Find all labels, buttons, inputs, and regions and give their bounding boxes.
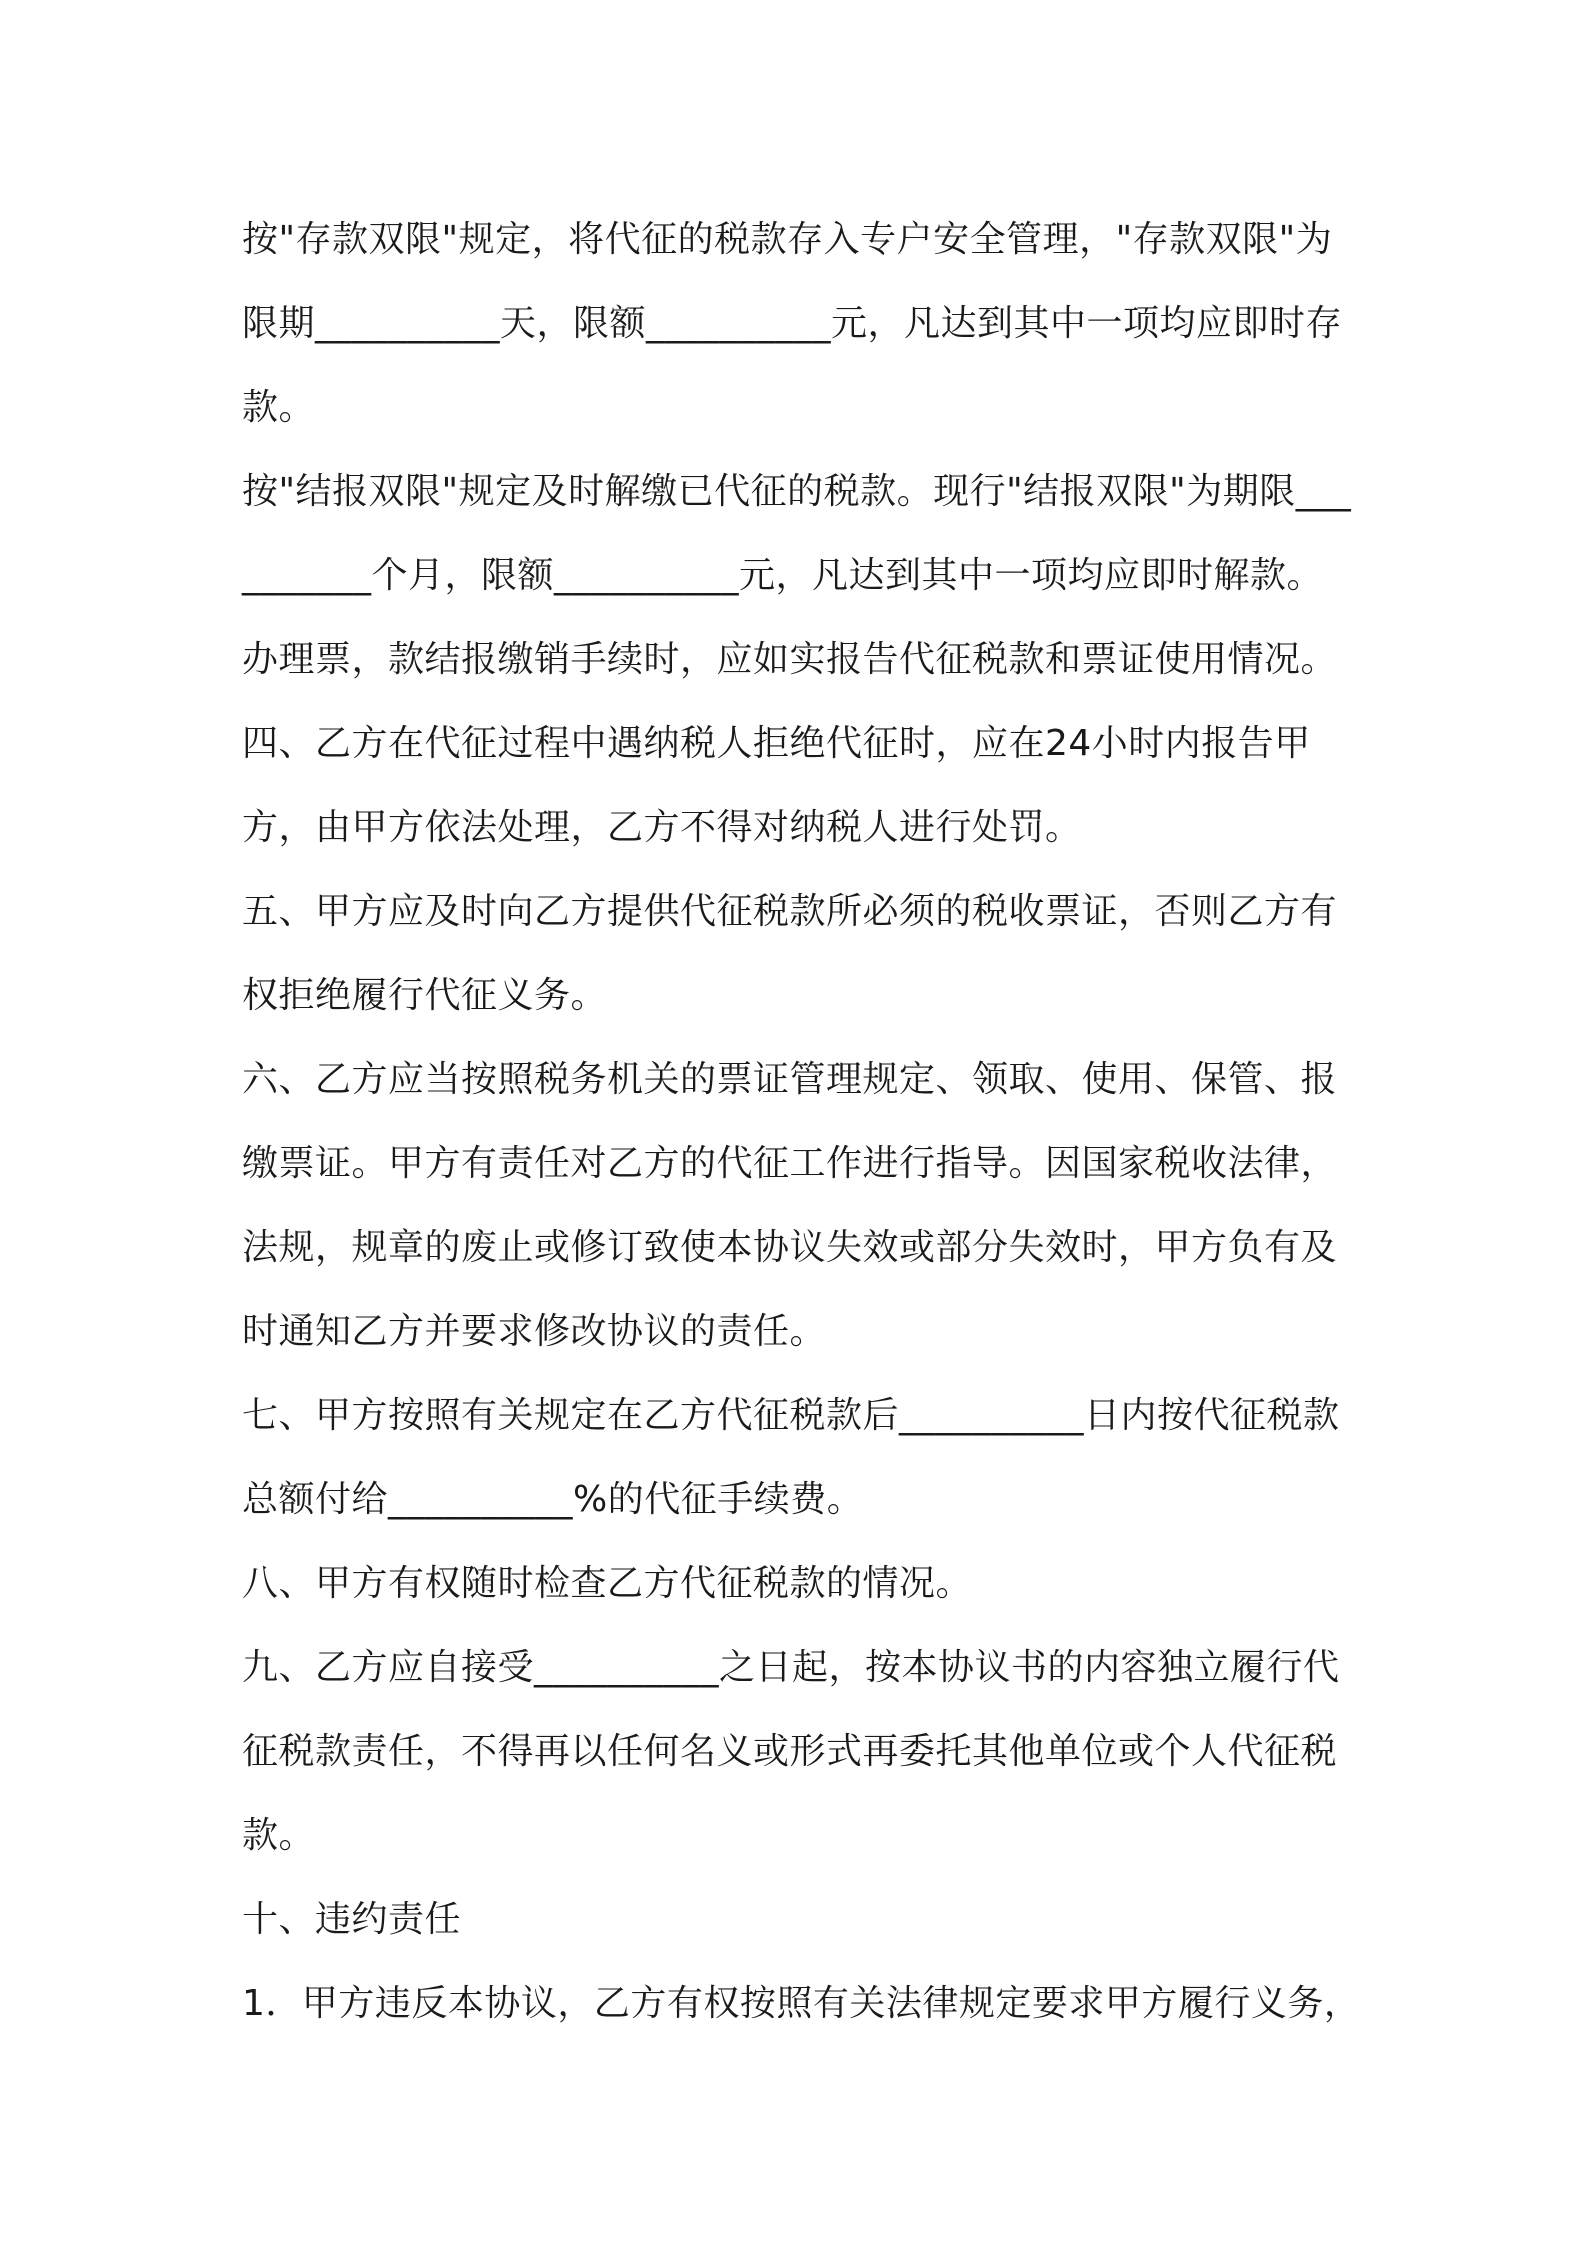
clause-6: 六、乙方应当按照税务机关的票证管理规定、领取、使用、保管、报缴票证。甲方有责任对乙方的代征工作进行指导。因国家税收法律，法规，规章的废止或修订致使本协议失效或部分失效时，甲方负有及时通知乙方并要求修改协议的责任。 <box>242 1059 1338 1352</box>
paragraph-settlement-limits: 按"结报双限"规定及时解缴已代征的税款。现行"结报双限"为期限__________个月，限额__________元，凡达到其中一项均应即时解款。 <box>242 471 1352 596</box>
document-body <box>242 198 1362 2046</box>
paragraph-settlement-procedure: 办理票，款结报缴销手续时，应如实报告代征税款和票证使用情况。 <box>242 639 1338 680</box>
clause-4: 四、乙方在代征过程中遇纳税人拒绝代征时，应在24小时内报告甲方，由甲方依法处理，乙方不得对纳税人进行处罚。 <box>242 723 1311 848</box>
clause-8: 八、甲方有权随时检查乙方代征税款的情况。 <box>242 1563 973 1604</box>
clause-10-item-1: 1．甲方违反本协议，乙方有权按照有关法律规定要求甲方履行义务， <box>242 1983 1361 2024</box>
paragraph-deposit-limits: 按"存款双限"规定，将代征的税款存入专户安全管理，"存款双限"为限期__________天，限额__________元，凡达到其中一项均应即时存款。 <box>242 219 1343 428</box>
clause-10-heading: 十、违约责任 <box>242 1899 462 1940</box>
clause-9: 九、乙方应自接受__________之日起，按本协议书的内容独立履行代征税款责任，不得再以任何名义或形式再委托其他单位或个人代征税款。 <box>242 1647 1340 1856</box>
clause-5: 五、甲方应及时向乙方提供代征税款所必须的税收票证，否则乙方有权拒绝履行代征义务。 <box>242 891 1338 1016</box>
clause-7: 七、甲方按照有关规定在乙方代征税款后__________日内按代征税款总额付给__________%的代征手续费。 <box>242 1395 1340 1520</box>
